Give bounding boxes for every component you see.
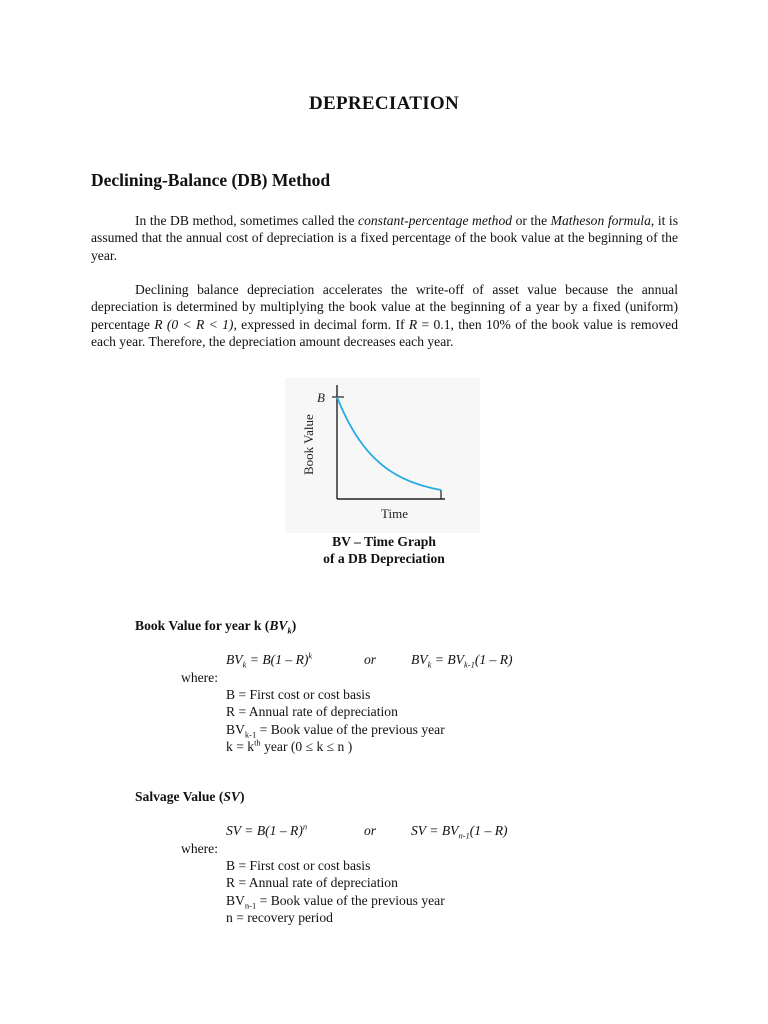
definition-item: $BV_{n-1}$ = Book value of the previous year	[226, 892, 445, 911]
or-label: or	[364, 652, 377, 667]
salvage-value-heading: Salvage Value (SV)	[135, 789, 245, 804]
salvage-value-formula-2: SV = $BV_{n-1}(1 - R)$	[411, 823, 508, 841]
salvage-value-definitions	[226, 857, 445, 926]
book-value-formula-1: $BV_k = B(1 - R)^k$	[226, 650, 313, 670]
b-label: B	[317, 390, 325, 405]
caption-line-1: BV – Time Graph	[332, 534, 436, 549]
book-value-formula-2: $BV_k = BV_{k-1}(1 - R)$	[411, 652, 513, 670]
section-title: Declining-Balance (DB) Method	[91, 170, 331, 190]
definition-item: n = recovery period	[226, 909, 333, 925]
book-value-formulas	[226, 650, 513, 670]
book-value-definitions	[226, 686, 445, 755]
where-label: where:	[181, 670, 218, 685]
bv-time-graph	[285, 378, 480, 533]
caption-line-2: of a DB Depreciation	[323, 551, 445, 566]
definition-item: $k = k^{th}$ year (0 ≤ k ≤ n )	[226, 737, 353, 754]
where-label: where:	[181, 841, 218, 856]
or-label: or	[364, 823, 377, 838]
page-title: DEPRECIATION	[309, 93, 459, 114]
y-axis-label: Book Value	[301, 414, 316, 475]
definition-item: R = Annual rate of depreciation	[226, 875, 398, 891]
salvage-value-formula-1: SV = B(1 – R)$^n$	[226, 821, 308, 838]
salvage-value-formulas	[226, 821, 508, 841]
intro-paragraph: In the DB method, sometimes called the constant-percentage method or the Matheson formula, it is assumed that the annual cost of depreciation is a fixed percentage of the book value at the beginning of the year.	[91, 213, 678, 263]
definition-item: B = First cost or cost basis	[226, 858, 371, 873]
x-axis-label: Time	[381, 506, 408, 521]
book-value-heading: Book Value for year k $(BV_k)$	[135, 618, 297, 636]
definition-item: R = Annual rate of depreciation	[226, 704, 398, 720]
definition-item: B = First cost or cost basis	[226, 687, 371, 702]
explanation-paragraph: Declining balance depreciation accelerates the write-off of asset value because the annual depreciation is determined by multiplying the book value at the beginning of a year by a fixed (uniform) percentage R (0 < R < 1), expressed in decimal form. If R = 0.1, then 10% of the book value is removed each year. Therefore, the depreciation amount decreases each year.	[91, 282, 679, 350]
definition-item: $BV_{k-1}$ = Book value of the previous year	[226, 721, 445, 740]
graph-caption	[284, 533, 484, 567]
